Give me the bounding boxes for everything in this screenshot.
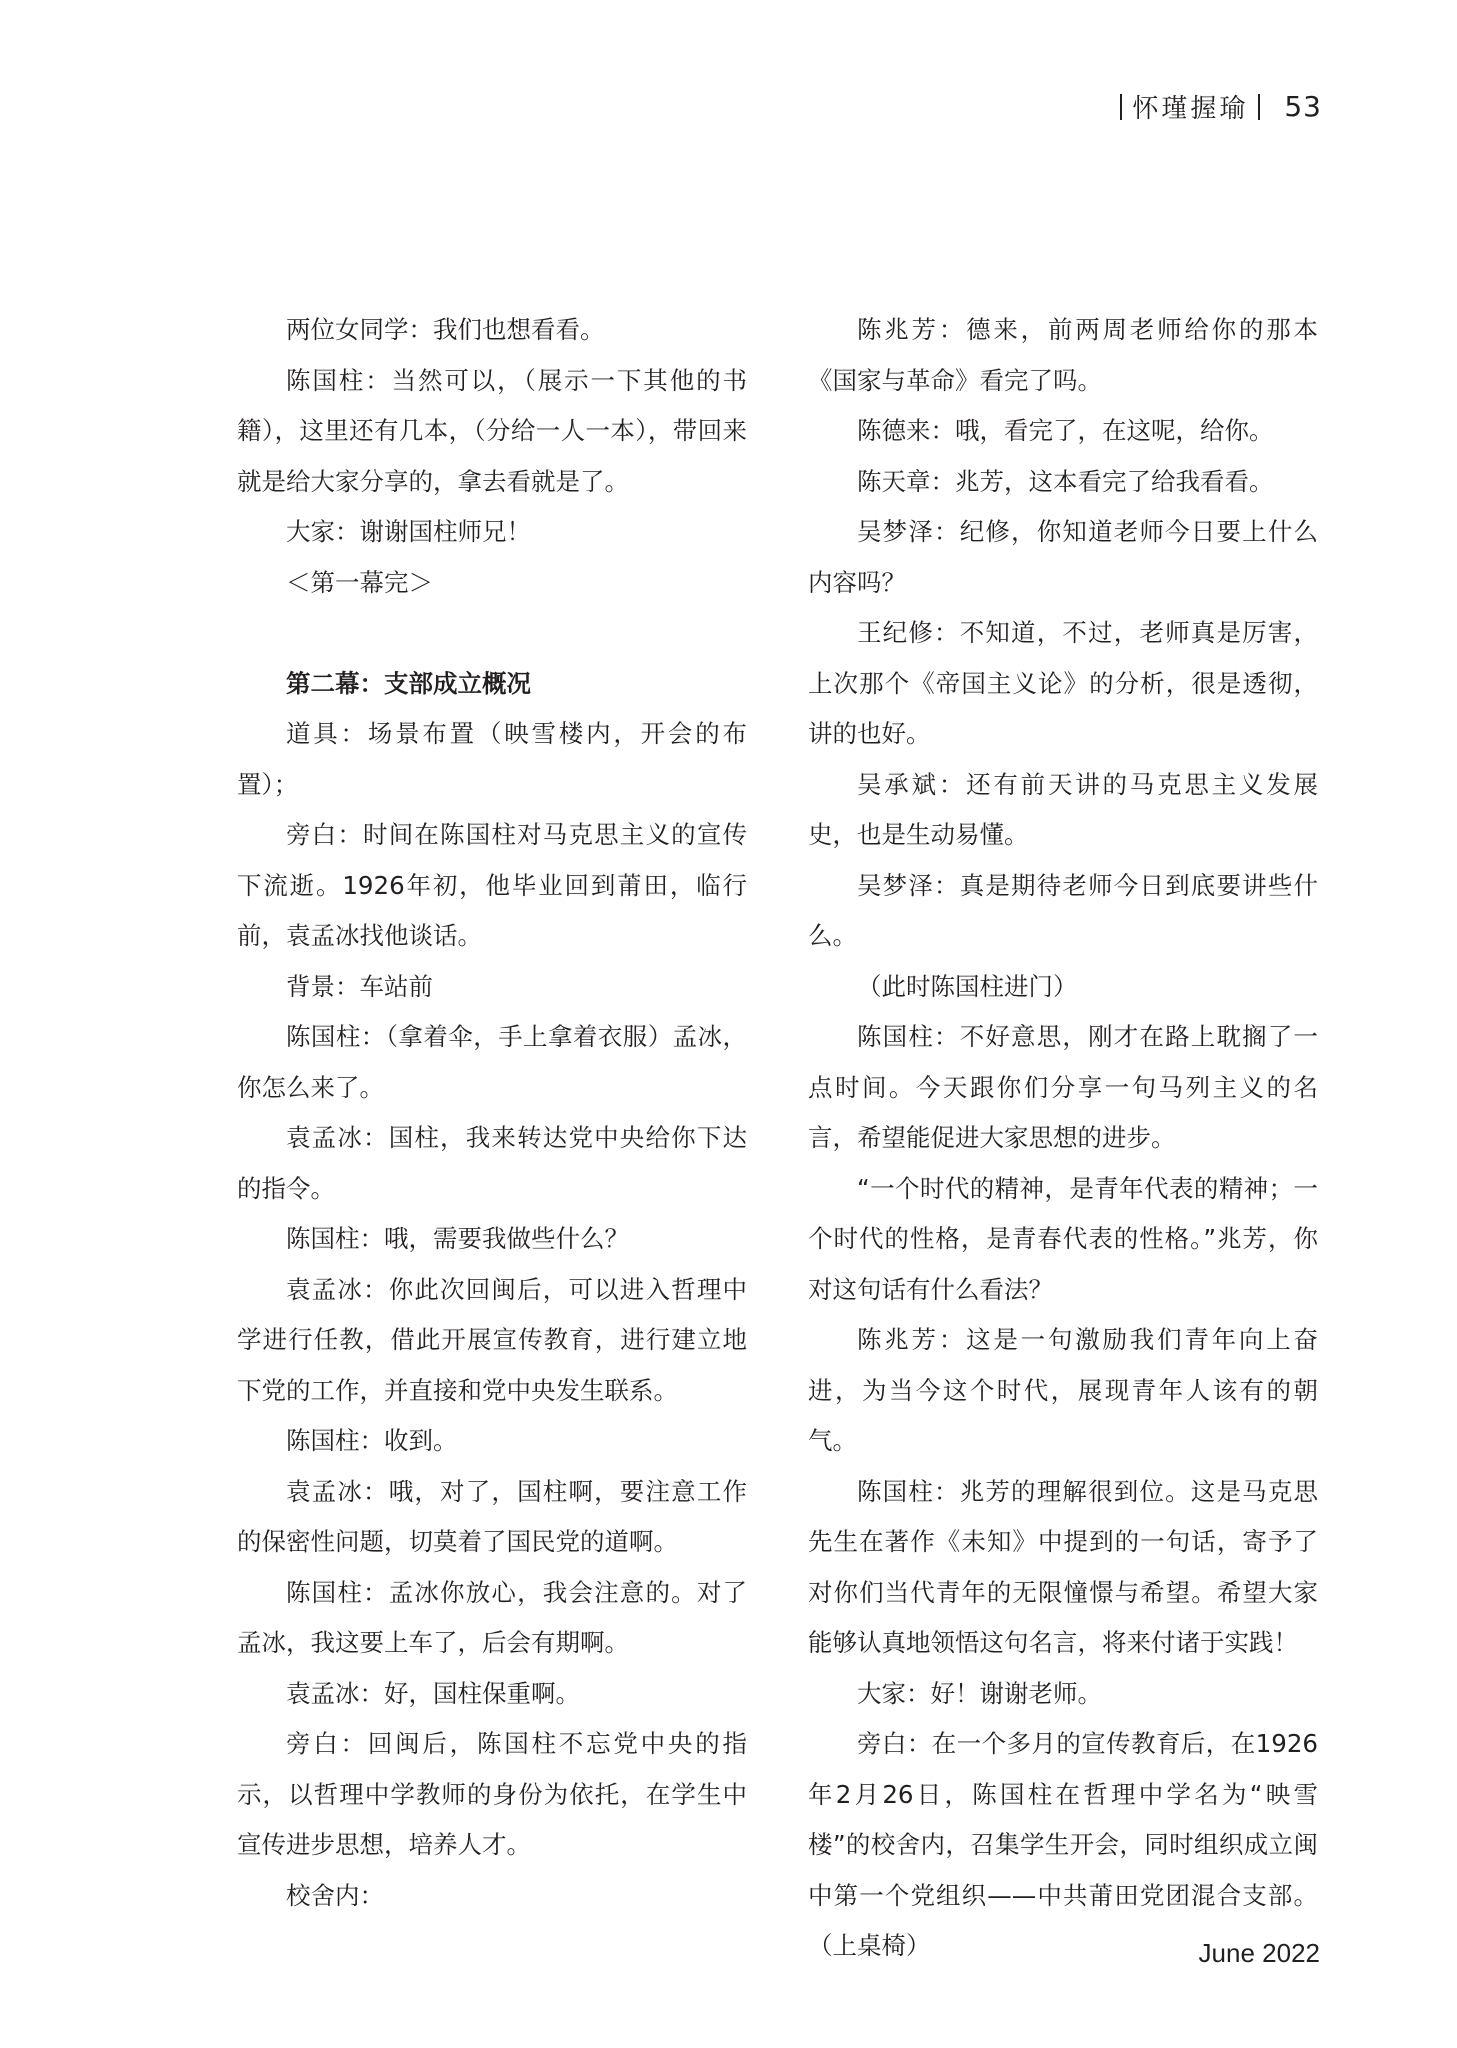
paragraph: 王纪修：不知道，不过，老师真是厉害，上次那个《帝国主义论》的分析，很是透彻，讲的也好。 xyxy=(808,618,1318,748)
paragraph: 旁白：在一个多月的宣传教育后，在1926年2月26日，陈国柱在哲理中学名为“映雪楼”的校舍内，召集学生开会，同时组织成立闽中第一个党组织——中共莆田党团混合支部。（上桌椅） xyxy=(808,1729,1318,1960)
paragraph: 大家：谢谢国柱师兄！ xyxy=(286,517,531,546)
stage-direction: （此时陈国柱进门） xyxy=(857,971,1078,1001)
paragraph: 旁白：回闽后，陈国柱不忘党中央的指示，以哲理中学教师的身份为依托，在学生中宣传进步思想，培养人才。 xyxy=(237,1729,747,1859)
header-divider-left xyxy=(1120,94,1122,120)
paragraph: 陈国柱：哦，需要我做些什么？ xyxy=(286,1224,629,1253)
paragraph: 校舍内： xyxy=(286,1880,384,1910)
paragraph: 袁孟冰：你此次回闽后，可以进入哲理中学进行任教，借此开展宣传教育，进行建立地下党的工作，并直接和党中央发生联系。 xyxy=(237,1274,747,1405)
page-number: 53 xyxy=(1284,90,1322,123)
paragraph: 两位女同学：我们也想看看。 xyxy=(286,315,605,344)
paragraph: 陈天章：兆芳，这本看完了给我看看。 xyxy=(857,466,1274,496)
blank-line xyxy=(237,608,747,659)
issue-date: June 2022 xyxy=(1198,1938,1320,1968)
paragraph: 道具：场景布置（映雪楼内，开会的布置）； xyxy=(237,719,747,799)
paragraph: 袁孟冰：国柱，我来转达党中央给你下达的指令。 xyxy=(237,1123,747,1203)
paragraph: 吴梦泽：真是期待老师今日到底要讲些什么。 xyxy=(808,870,1318,950)
header-divider-right xyxy=(1258,94,1260,120)
paragraph: 陈国柱：不好意思，刚才在路上耽搁了一点时间。今天跟你们分享一句马列主义的名言，希望能促进大家思想的进步。 xyxy=(808,1022,1318,1152)
paragraph: 陈国柱：收到。 xyxy=(286,1426,458,1455)
scene-end-marker: ＜第一幕完＞ xyxy=(286,567,433,597)
paragraph: 袁孟冰：哦，对了，国柱啊，要注意工作的保密性问题，切莫着了国民党的道啊。 xyxy=(237,1476,747,1556)
paragraph: 陈国柱：（拿着伞，手上拿着衣服）孟冰，你怎么来了。 xyxy=(237,1022,747,1102)
paragraph: 旁白：时间在陈国柱对马克思主义的宣传下流逝。1926年初，他毕业回到莆田，临行前，袁孟冰找他谈话。 xyxy=(237,820,747,950)
paragraph: 背景：车站前 xyxy=(286,971,433,1001)
paragraph: 袁孟冰：好，国柱保重啊。 xyxy=(286,1678,580,1708)
act-heading: 第二幕：支部成立概况 xyxy=(286,668,531,698)
paragraph: 陈国柱：当然可以，（展示一下其他的书籍），这里还有几本，（分给一人一本），带回来就是给大家分享的，拿去看就是了。 xyxy=(237,365,747,496)
running-header xyxy=(1110,88,1322,125)
quotation: “一个时代的精神，是青年代表的精神；一个时代的性格，是青春代表的性格。”兆芳，你对这句话有什么看法？ xyxy=(808,1173,1318,1304)
paragraph: 陈德来：哦，看完了，在这呢，给你。 xyxy=(857,416,1274,445)
section-title: 怀瑾握瑜 xyxy=(1132,94,1249,124)
left-column xyxy=(237,305,747,1921)
paragraph: 吴承斌：还有前天讲的马克思主义发展史，也是生动易懂。 xyxy=(808,769,1318,849)
paragraph: 陈兆芳：德来，前两周老师给你的那本《国家与革命》看完了吗。 xyxy=(808,315,1318,395)
paragraph: 大家：好！谢谢老师。 xyxy=(857,1678,1102,1708)
paragraph: 陈国柱：兆芳的理解很到位。这是马克思先生在著作《未知》中提到的一句话，寄予了对你们当代青年的无限憧憬与希望。希望大家能够认真地领悟这句名言，将来付诸于实践！ xyxy=(808,1476,1318,1657)
paragraph: 陈兆芳：这是一句激励我们青年向上奋进，为当今这个时代，展现青年人该有的朝气。 xyxy=(808,1325,1318,1455)
right-column xyxy=(808,305,1318,1972)
paragraph: 陈国柱：孟冰你放心，我会注意的。对了孟冰，我这要上车了，后会有期啊。 xyxy=(237,1577,747,1657)
paragraph: 吴梦泽：纪修，你知道老师今日要上什么内容吗？ xyxy=(808,517,1318,597)
